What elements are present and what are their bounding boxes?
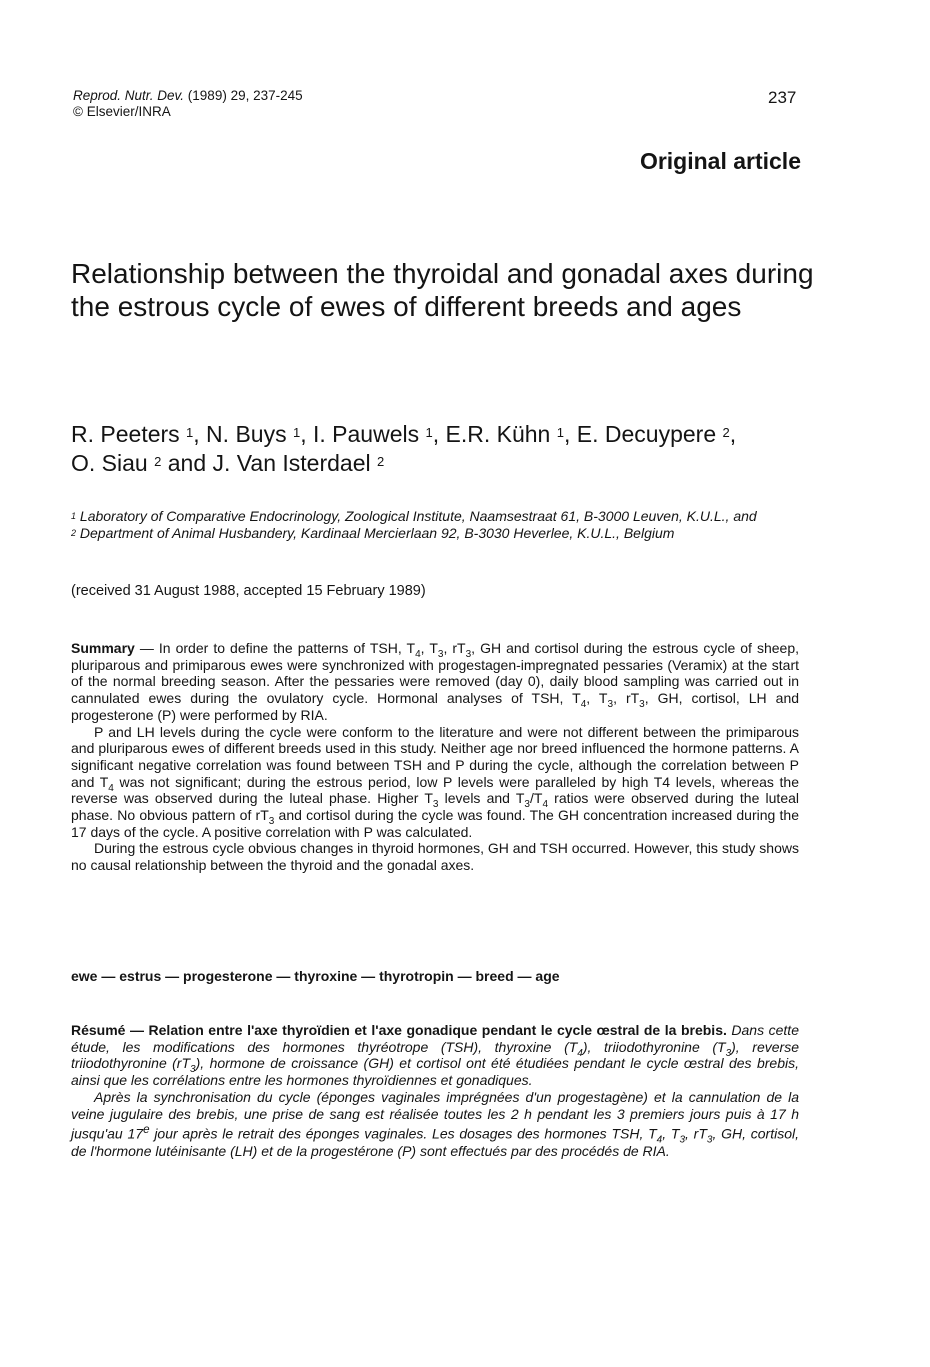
keywords-text: ewe — estrus — progesterone — thyroxine — thyrotropin — breed — age: [71, 968, 560, 984]
affiliations: [71, 508, 816, 542]
author-name: , E. Decuypere: [563, 421, 723, 447]
affiliation-1: $^1$ Laboratory of Comparative Endocrinology, Zoological Institute, Naamsestraat 61, B-3000 Leuven, K.U.L., and: [71, 508, 757, 524]
summary-paragraph-3: During the estrous cycle obvious changes in thyroid hormones, GH and TSH occurred. However, this study shows no causal relationship between the thyroid and the gonadal axes.: [71, 840, 799, 874]
affiliation-2: $^2$ Department of Animal Husbandery, Kardinaal Mercierlaan 92, B-3030 Heverlee, K.U.L., Belgium: [71, 525, 675, 541]
summary-paragraph-2: P and LH levels during the cycle were conform to the literature and were not different between the primiparous and pluriparous ewes of different breeds used in this study. Neither age nor breed influenced the hormone patterns. A significant negative correlation was found between TSH and P during the cycle, although the correlation between P and $T_4$ was not significant; during the estrous period, low P levels were paralleled by high T4 levels, whereas the reverse was observed during the luteal phase. Higher $T_3$ levels and $T_3/T_4$ ratios were observed during the luteal phase. No obvious pattern of $rT_3$ and cortisol during the cycle was found. The GH concentration increased during the 17 days of the cycle. A positive correlation with P was calculated.: [71, 723, 800, 840]
journal-volume: (1989) 29, 237-245: [184, 88, 303, 103]
page-number: 237: [768, 88, 797, 107]
resume-label: Résumé — Relation entre l'axe thyroïdien et l'axe gonadique pendant le cycle œstral de la brebis.: [71, 1022, 727, 1038]
author-name: , N. Buys: [193, 421, 293, 447]
author-name: ,: [729, 421, 737, 447]
author-affiliation-mark: 2: [154, 454, 162, 469]
author-affiliation-mark: 1: [556, 425, 564, 440]
journal-citation: [73, 88, 303, 120]
author-name: , I. Pauwels: [300, 421, 426, 447]
author-affiliation-mark: 1: [425, 425, 433, 440]
summary-paragraph-1: Summary — In order to define the patterns of TSH, $T_4$, $T_3$, $rT_3$, GH and cortisol during the estrous cycle of sheep, pluriparous and primiparous ewes were synchronized with progestagen-impregnated pessaries (Veramix) at the start of the normal breeding season. After the pessaries were removed (day 0), daily blood sampling was carried out in cannulated ewes during the ovulatory cycle. Hormonal analyses of TSH, $T_4$, $T_3$, $rT_3$, GH, cortisol, LH and progesterone (P) were performed by RIA.: [71, 640, 800, 723]
author-name: and J. Van Isterdael: [161, 450, 377, 476]
summary-label: Summary: [71, 640, 135, 656]
author-line-2: [71, 449, 851, 478]
author-affiliation-mark: 1: [292, 425, 301, 440]
received-dates: (received 31 August 1988, accepted 15 February 1989): [71, 583, 426, 599]
author-name: R. Peeters: [71, 421, 187, 447]
article-title: Relationship between the thyroidal and gonadal axes during the estrous cycle of ewes of different breeds and ages: [71, 258, 814, 322]
author-line-1: [71, 420, 851, 449]
resume-section: [71, 1022, 799, 1159]
author-affiliation-mark: 2: [722, 425, 730, 440]
copyright: © Elsevier/INRA: [73, 104, 171, 119]
journal-name: Reprod. Nutr. Dev.: [73, 88, 185, 103]
section-label: Original article: [639, 148, 801, 174]
resume-paragraph-1: Résumé — Relation entre l'axe thyroïdien et l'axe gonadique pendant le cycle œstral de la brebis. Dans cette étude, les modifications des hormones thyréotrope (TSH), thyroxine $(T_4)$, triiodothyronine $(T_3)$, reverse triiodothyronine $(rT_3)$, hormone de croissance (GH) et cortisol ont été étudiées pendant le cycle œstral des brebis, ainsi que les corrélations entre les hormones thyroïdiennes et gonadiques.: [71, 1022, 799, 1089]
author-name: , E.R. Kühn: [432, 421, 557, 447]
summary-section: [71, 640, 799, 874]
author-affiliation-mark: 1: [186, 425, 194, 440]
author-list: [71, 420, 851, 478]
author-name: O. Siau: [71, 450, 155, 476]
author-affiliation-mark: 2: [377, 454, 385, 469]
resume-paragraph-2: Après la synchronisation du cycle (éponges vaginales imprégnées d'un progestagène) et la cannulation de la veine jugulaire des brebis, une prise de sang est réalisée toutes les 2 h pendant les 3 premiers jours puis à 17 h jusqu'au 17e jour après le retrait des éponges vaginales. Les dosages des hormones TSH, $T_4$, $T_3$, $rT_3$, GH, cortisol, de l'hormone lutéinisante (LH) et de la progestérone (P) sont effectués par des procédés de RIA.: [71, 1088, 799, 1159]
keywords: [71, 968, 799, 985]
